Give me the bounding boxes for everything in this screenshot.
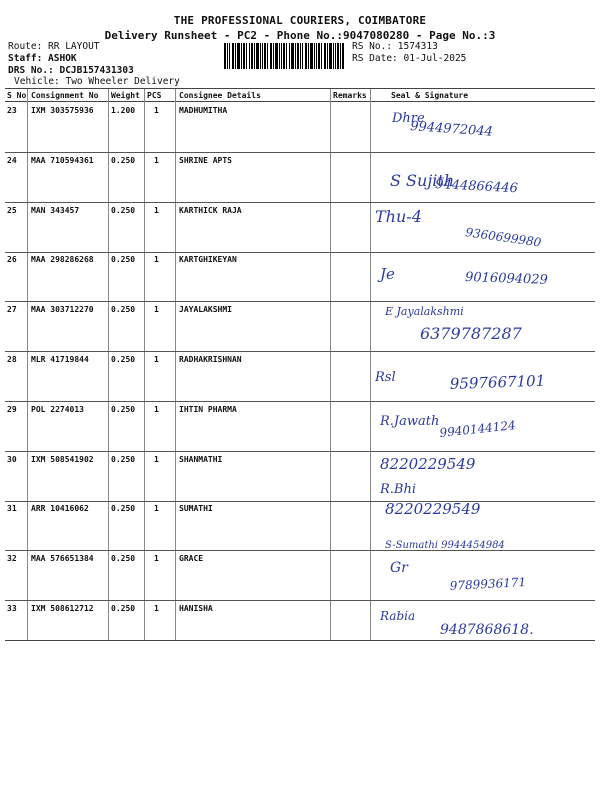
signature-name: S-Sumathi 9944454984	[385, 540, 505, 551]
handwritten-signature	[370, 102, 595, 152]
row-pcs: 1	[154, 454, 159, 464]
row-sno: 30	[7, 454, 17, 464]
signature-name: Gr	[390, 560, 408, 577]
table-row	[5, 451, 595, 502]
row-sno: 28	[7, 355, 17, 364]
company-title: THE PROFESSIONAL COURIERS, COIMBATORE	[173, 14, 427, 27]
row-consignment-no: POL 2274013	[31, 404, 84, 414]
row-weight: 0.250	[111, 604, 136, 613]
table-row	[5, 202, 595, 253]
signature-name: E Jayalakshmi	[385, 305, 464, 319]
col-consignment: Consignment No	[31, 91, 99, 100]
signature-cell	[370, 550, 595, 600]
row-consignee: MADHUMITHA	[179, 106, 228, 115]
row-pcs: 1	[154, 404, 159, 414]
signature-cell	[370, 401, 595, 451]
handwritten-signature	[370, 550, 595, 600]
row-pcs: 1	[154, 554, 159, 564]
signature-phone: 9444866446	[434, 176, 519, 197]
row-consignee: KARTGHIKEYAN	[179, 255, 237, 265]
row-consignee: SUMATHI	[179, 504, 213, 514]
table-row	[5, 102, 595, 153]
row-weight: 0.250	[111, 255, 136, 265]
row-consignee: SHRINE APTS	[179, 155, 232, 165]
row-weight: 0.250	[111, 554, 136, 564]
handwritten-signature	[370, 600, 595, 650]
col-seal: Seal & Signature	[391, 91, 469, 100]
signature-phone: 9597667101	[449, 371, 546, 393]
row-weight: 0.250	[111, 504, 136, 514]
signature-cell	[370, 600, 595, 650]
row-weight: 0.250	[111, 454, 136, 464]
signature-cell	[370, 202, 595, 252]
row-weight: 0.250	[111, 355, 136, 364]
row-sno: 31	[7, 504, 17, 514]
signature-phone: 9940144124	[438, 417, 517, 440]
col-pcs: PCS	[147, 91, 162, 100]
row-consignment-no: MAA 576651384	[31, 554, 94, 564]
drs-number: DRS No.: DCJB157431303	[8, 65, 134, 76]
signature-name: S Sujith	[390, 170, 455, 190]
table-row	[5, 500, 595, 551]
table-row	[5, 152, 595, 203]
handwritten-signature	[370, 152, 595, 202]
row-consignee: RADHAKRISHNAN	[179, 355, 242, 364]
signature-name: Rsl	[375, 370, 396, 385]
signature-cell	[370, 301, 595, 351]
row-sno: 25	[7, 205, 17, 215]
table-row	[5, 301, 595, 352]
handwritten-signature	[370, 500, 595, 550]
signature-cell	[370, 251, 595, 301]
row-pcs: 1	[154, 255, 159, 265]
row-consignment-no: MAN 343457	[31, 205, 80, 215]
row-consignment-no: MAA 298286268	[31, 255, 94, 265]
row-consignment-no: MLR 41719844	[31, 355, 89, 364]
signature-cell	[370, 451, 595, 501]
row-sno: 33	[7, 604, 17, 613]
row-pcs: 1	[154, 305, 159, 315]
row-sno: 26	[7, 255, 17, 265]
row-consignment-no: IXM 508541902	[31, 454, 94, 464]
table-row	[5, 401, 595, 452]
signature-name: Dhre	[392, 111, 425, 126]
signature-name: R.Bhi	[380, 481, 417, 497]
signature-name: Je	[380, 265, 395, 284]
table-row	[5, 251, 595, 302]
signature-name: Rabia	[380, 609, 416, 623]
signature-phone: 9016094029	[464, 270, 549, 289]
rs-date: RS Date: 01-Jul-2025	[352, 53, 467, 64]
barcode-image	[224, 43, 344, 69]
col-weight: Weight	[111, 91, 140, 100]
handwritten-signature	[370, 451, 595, 501]
table-row	[5, 351, 595, 402]
runsheet-subtitle: Delivery Runsheet - PC2 - Phone No.:9047080280 - Page No.:3	[104, 29, 496, 42]
signature-phone: 6379787287	[420, 324, 522, 344]
row-weight: 0.250	[111, 404, 136, 414]
row-sno: 24	[7, 155, 17, 165]
row-pcs: 1	[154, 106, 159, 115]
handwritten-signature	[370, 202, 595, 252]
row-consignee: JAYALAKSHMI	[179, 305, 232, 315]
row-consignee: HANISHA	[179, 604, 213, 613]
signature-name: Thu-4	[375, 206, 422, 226]
row-sno: 29	[7, 404, 17, 414]
staff-label: Staff: ASHOK	[8, 53, 77, 64]
row-consignment-no: ARR 10416062	[31, 504, 89, 514]
row-sno: 27	[7, 305, 17, 315]
row-sno: 23	[7, 106, 17, 115]
row-weight: 1.200	[111, 106, 136, 115]
table-row	[5, 550, 595, 601]
signature-phone: 9360699980	[464, 224, 543, 250]
row-consignment-no: MAA 710594361	[31, 155, 94, 165]
row-weight: 0.250	[111, 155, 136, 165]
signature-phone: 8220229549	[385, 500, 481, 519]
row-weight: 0.250	[111, 305, 136, 315]
signature-phone: 9944972044	[409, 119, 494, 140]
row-sno: 32	[7, 554, 17, 564]
row-consignee: KARTHICK RAJA	[179, 205, 242, 215]
table-row	[5, 600, 595, 650]
row-consignee: IHTIN PHARMA	[179, 404, 237, 414]
handwritten-signature	[370, 351, 595, 401]
row-weight: 0.250	[111, 205, 136, 215]
handwritten-signature	[370, 401, 595, 451]
row-consignment-no: IXM 303575936	[31, 106, 94, 115]
signature-cell	[370, 351, 595, 401]
signature-cell	[370, 152, 595, 202]
row-consignee: GRACE	[179, 554, 204, 564]
vehicle-label: Vehicle: Two Wheeler Delivery	[14, 76, 180, 87]
col-sno: S No	[7, 91, 27, 100]
signature-cell	[370, 500, 595, 550]
runsheet-table	[5, 88, 595, 641]
row-pcs: 1	[154, 205, 159, 215]
row-consignment-no: MAA 303712270	[31, 305, 94, 315]
row-consignee: SHANMATHI	[179, 454, 223, 464]
route-label: Route: RR LAYOUT	[8, 41, 100, 52]
row-pcs: 1	[154, 355, 159, 364]
col-remarks: Remarks	[333, 91, 367, 100]
handwritten-signature	[370, 251, 595, 301]
row-pcs: 1	[154, 604, 159, 613]
signature-phone: 9487868618.	[440, 622, 534, 638]
row-pcs: 1	[154, 155, 159, 165]
rs-number: RS No.: 1574313	[352, 41, 438, 52]
signature-phone: 8220229549	[380, 454, 476, 473]
table-header	[5, 89, 595, 102]
signature-name: R.Jawath	[380, 413, 440, 429]
handwritten-signature	[370, 301, 595, 351]
col-consignee: Consignee Details	[179, 91, 261, 100]
row-consignment-no: IXM 508612712	[31, 604, 94, 613]
row-pcs: 1	[154, 504, 159, 514]
signature-cell	[370, 102, 595, 152]
signature-phone: 9789936171	[449, 575, 527, 594]
